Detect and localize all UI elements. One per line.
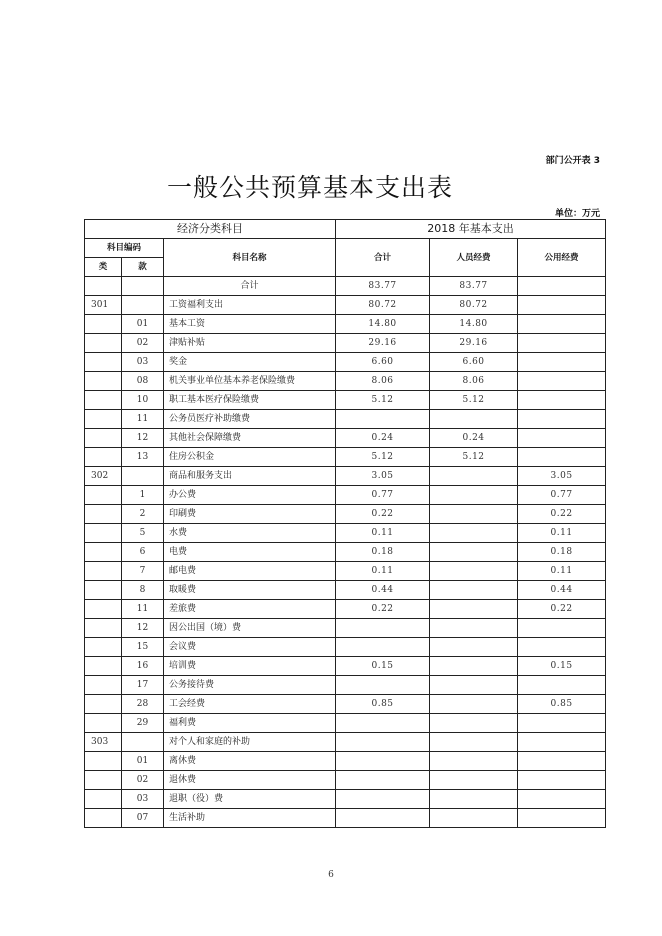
cell-kuan: 03 [122, 790, 164, 809]
cell-lei [85, 524, 122, 543]
cell-lei [85, 486, 122, 505]
cell-kuan: 01 [122, 752, 164, 771]
cell-total: 6.60 [336, 353, 430, 372]
cell-name: 退休费 [164, 771, 336, 790]
table-row [85, 391, 606, 410]
cell-kuan: 02 [122, 771, 164, 790]
cell-total [336, 752, 430, 771]
cell-kuan: 12 [122, 429, 164, 448]
cell-kuan: 28 [122, 695, 164, 714]
cell-lei [85, 657, 122, 676]
cell-name: 退职（役）费 [164, 790, 336, 809]
cell-personnel: 5.12 [430, 448, 518, 467]
cell-public [518, 277, 606, 296]
header-row-columns [85, 239, 606, 258]
cell-total [336, 733, 430, 752]
cell-total [336, 790, 430, 809]
cell-kuan: 7 [122, 562, 164, 581]
cell-personnel [430, 467, 518, 486]
cell-name: 取暖费 [164, 581, 336, 600]
cell-name: 工资福利支出 [164, 296, 336, 315]
cell-name: 离休费 [164, 752, 336, 771]
table-body [85, 277, 606, 828]
cell-public: 0.22 [518, 600, 606, 619]
cell-name: 培训费 [164, 657, 336, 676]
cell-lei [85, 581, 122, 600]
cell-personnel [430, 695, 518, 714]
table-row [85, 296, 606, 315]
cell-total: 80.72 [336, 296, 430, 315]
table-row [85, 752, 606, 771]
cell-public [518, 619, 606, 638]
cell-personnel [430, 543, 518, 562]
cell-personnel [430, 600, 518, 619]
cell-public [518, 334, 606, 353]
cell-total [336, 410, 430, 429]
cell-total: 0.22 [336, 600, 430, 619]
cell-lei [85, 676, 122, 695]
cell-total: 0.24 [336, 429, 430, 448]
header-kuan: 款 [122, 258, 164, 277]
cell-kuan: 02 [122, 334, 164, 353]
header-total: 合计 [336, 239, 430, 277]
cell-lei [85, 619, 122, 638]
cell-kuan: 5 [122, 524, 164, 543]
cell-name: 电费 [164, 543, 336, 562]
cell-lei [85, 410, 122, 429]
cell-kuan: 16 [122, 657, 164, 676]
cell-public: 0.85 [518, 695, 606, 714]
table-row [85, 524, 606, 543]
cell-kuan: 13 [122, 448, 164, 467]
cell-kuan: 29 [122, 714, 164, 733]
cell-lei: 302 [85, 467, 122, 486]
table-row [85, 353, 606, 372]
cell-kuan: 03 [122, 353, 164, 372]
cell-public [518, 372, 606, 391]
cell-public: 3.05 [518, 467, 606, 486]
cell-kuan: 2 [122, 505, 164, 524]
table-row [85, 714, 606, 733]
header-subject-code: 科目编码 [85, 239, 164, 258]
cell-lei [85, 334, 122, 353]
table-row [85, 638, 606, 657]
header-personnel: 人员经费 [430, 239, 518, 277]
cell-name: 因公出国（境）费 [164, 619, 336, 638]
cell-personnel [430, 410, 518, 429]
header-budget-year: 2018 年基本支出 [336, 220, 606, 239]
cell-public: 0.44 [518, 581, 606, 600]
cell-personnel [430, 752, 518, 771]
cell-kuan: 17 [122, 676, 164, 695]
table-row [85, 543, 606, 562]
cell-name: 印刷费 [164, 505, 336, 524]
cell-personnel: 83.77 [430, 277, 518, 296]
cell-public [518, 714, 606, 733]
table-row [85, 676, 606, 695]
cell-personnel [430, 486, 518, 505]
cell-total: 3.05 [336, 467, 430, 486]
table-row [85, 505, 606, 524]
cell-public [518, 638, 606, 657]
cell-name: 会议费 [164, 638, 336, 657]
table-row [85, 657, 606, 676]
cell-lei [85, 315, 122, 334]
cell-personnel: 80.72 [430, 296, 518, 315]
cell-total: 0.22 [336, 505, 430, 524]
table-row [85, 581, 606, 600]
cell-public [518, 296, 606, 315]
cell-public [518, 353, 606, 372]
cell-personnel [430, 676, 518, 695]
cell-public [518, 448, 606, 467]
header-subject-name: 科目名称 [164, 239, 336, 277]
cell-lei [85, 391, 122, 410]
cell-lei [85, 752, 122, 771]
cell-personnel [430, 562, 518, 581]
cell-total: 0.85 [336, 695, 430, 714]
cell-name: 邮电费 [164, 562, 336, 581]
cell-name: 基本工资 [164, 315, 336, 334]
cell-total [336, 714, 430, 733]
cell-public [518, 790, 606, 809]
table-row [85, 771, 606, 790]
cell-personnel [430, 638, 518, 657]
cell-lei [85, 771, 122, 790]
cell-public [518, 410, 606, 429]
cell-public: 0.15 [518, 657, 606, 676]
cell-name: 生活补助 [164, 809, 336, 828]
cell-total: 5.12 [336, 391, 430, 410]
header-lei: 类 [85, 258, 122, 277]
cell-public [518, 752, 606, 771]
document-label: 部门公开表 3 [545, 156, 600, 166]
cell-total [336, 676, 430, 695]
cell-lei: 301 [85, 296, 122, 315]
cell-personnel [430, 581, 518, 600]
cell-kuan [122, 733, 164, 752]
cell-name: 水费 [164, 524, 336, 543]
cell-kuan: 08 [122, 372, 164, 391]
cell-public [518, 771, 606, 790]
cell-lei [85, 353, 122, 372]
cell-lei [85, 543, 122, 562]
cell-public [518, 676, 606, 695]
cell-total: 29.16 [336, 334, 430, 353]
header-public: 公用经费 [518, 239, 606, 277]
page-title: 一般公共预算基本支出表 [166, 173, 453, 202]
table-row [85, 809, 606, 828]
cell-personnel [430, 733, 518, 752]
table-row [85, 467, 606, 486]
cell-personnel [430, 714, 518, 733]
cell-name: 机关事业单位基本养老保险缴费 [164, 372, 336, 391]
page-number: 6 [328, 870, 334, 880]
cell-personnel [430, 524, 518, 543]
cell-lei [85, 505, 122, 524]
cell-name: 办公费 [164, 486, 336, 505]
cell-kuan: 07 [122, 809, 164, 828]
cell-name: 奖金 [164, 353, 336, 372]
cell-kuan: 01 [122, 315, 164, 334]
cell-lei [85, 638, 122, 657]
table-row [85, 600, 606, 619]
cell-personnel [430, 505, 518, 524]
cell-name: 差旅费 [164, 600, 336, 619]
cell-kuan [122, 467, 164, 486]
cell-total: 0.18 [336, 543, 430, 562]
header-econ-category: 经济分类科目 [85, 220, 336, 239]
cell-personnel [430, 771, 518, 790]
cell-personnel: 14.80 [430, 315, 518, 334]
cell-name: 合计 [164, 277, 336, 296]
cell-total: 8.06 [336, 372, 430, 391]
cell-kuan: 11 [122, 410, 164, 429]
cell-lei [85, 809, 122, 828]
header-row-group [85, 220, 606, 239]
cell-lei [85, 562, 122, 581]
cell-public: 0.18 [518, 543, 606, 562]
cell-personnel: 0.24 [430, 429, 518, 448]
cell-personnel [430, 790, 518, 809]
cell-name: 福利费 [164, 714, 336, 733]
cell-public: 0.77 [518, 486, 606, 505]
table-row [85, 619, 606, 638]
cell-public [518, 315, 606, 334]
cell-lei [85, 714, 122, 733]
cell-kuan: 11 [122, 600, 164, 619]
cell-total: 0.44 [336, 581, 430, 600]
table-row [85, 486, 606, 505]
cell-kuan: 10 [122, 391, 164, 410]
cell-kuan [122, 277, 164, 296]
cell-kuan: 8 [122, 581, 164, 600]
cell-total: 5.12 [336, 448, 430, 467]
cell-lei [85, 600, 122, 619]
cell-public [518, 809, 606, 828]
cell-lei [85, 790, 122, 809]
cell-total: 0.77 [336, 486, 430, 505]
cell-kuan [122, 296, 164, 315]
table-row [85, 790, 606, 809]
table-row [85, 562, 606, 581]
table-row [85, 334, 606, 353]
cell-total [336, 771, 430, 790]
cell-personnel [430, 809, 518, 828]
cell-name: 公务员医疗补助缴费 [164, 410, 336, 429]
cell-personnel: 8.06 [430, 372, 518, 391]
table-header [85, 220, 606, 277]
cell-name: 其他社会保障缴费 [164, 429, 336, 448]
cell-total [336, 809, 430, 828]
table-row [85, 315, 606, 334]
cell-lei: 303 [85, 733, 122, 752]
unit-label: 单位：万元 [554, 209, 600, 219]
cell-name: 工会经费 [164, 695, 336, 714]
cell-total: 0.11 [336, 524, 430, 543]
cell-personnel [430, 619, 518, 638]
cell-total: 0.15 [336, 657, 430, 676]
cell-personnel: 29.16 [430, 334, 518, 353]
cell-name: 住房公积金 [164, 448, 336, 467]
cell-public: 0.11 [518, 524, 606, 543]
cell-total: 14.80 [336, 315, 430, 334]
total-row [85, 277, 606, 296]
cell-public: 0.11 [518, 562, 606, 581]
cell-public [518, 733, 606, 752]
cell-name: 职工基本医疗保险缴费 [164, 391, 336, 410]
cell-name: 对个人和家庭的补助 [164, 733, 336, 752]
cell-lei [85, 448, 122, 467]
cell-lei [85, 372, 122, 391]
cell-lei [85, 277, 122, 296]
cell-personnel: 5.12 [430, 391, 518, 410]
cell-kuan: 12 [122, 619, 164, 638]
table-row [85, 695, 606, 714]
cell-name: 津贴补贴 [164, 334, 336, 353]
cell-lei [85, 429, 122, 448]
cell-personnel: 6.60 [430, 353, 518, 372]
cell-lei [85, 695, 122, 714]
cell-public [518, 429, 606, 448]
cell-total: 0.11 [336, 562, 430, 581]
cell-kuan: 15 [122, 638, 164, 657]
budget-expenditure-table [84, 219, 606, 828]
cell-total [336, 638, 430, 657]
table-row [85, 372, 606, 391]
cell-personnel [430, 657, 518, 676]
cell-name: 商品和服务支出 [164, 467, 336, 486]
cell-kuan: 6 [122, 543, 164, 562]
cell-kuan: 1 [122, 486, 164, 505]
table-row [85, 448, 606, 467]
cell-total: 83.77 [336, 277, 430, 296]
cell-public: 0.22 [518, 505, 606, 524]
cell-name: 公务接待费 [164, 676, 336, 695]
table-row [85, 410, 606, 429]
table-row [85, 733, 606, 752]
cell-total [336, 619, 430, 638]
cell-public [518, 391, 606, 410]
table-row [85, 429, 606, 448]
